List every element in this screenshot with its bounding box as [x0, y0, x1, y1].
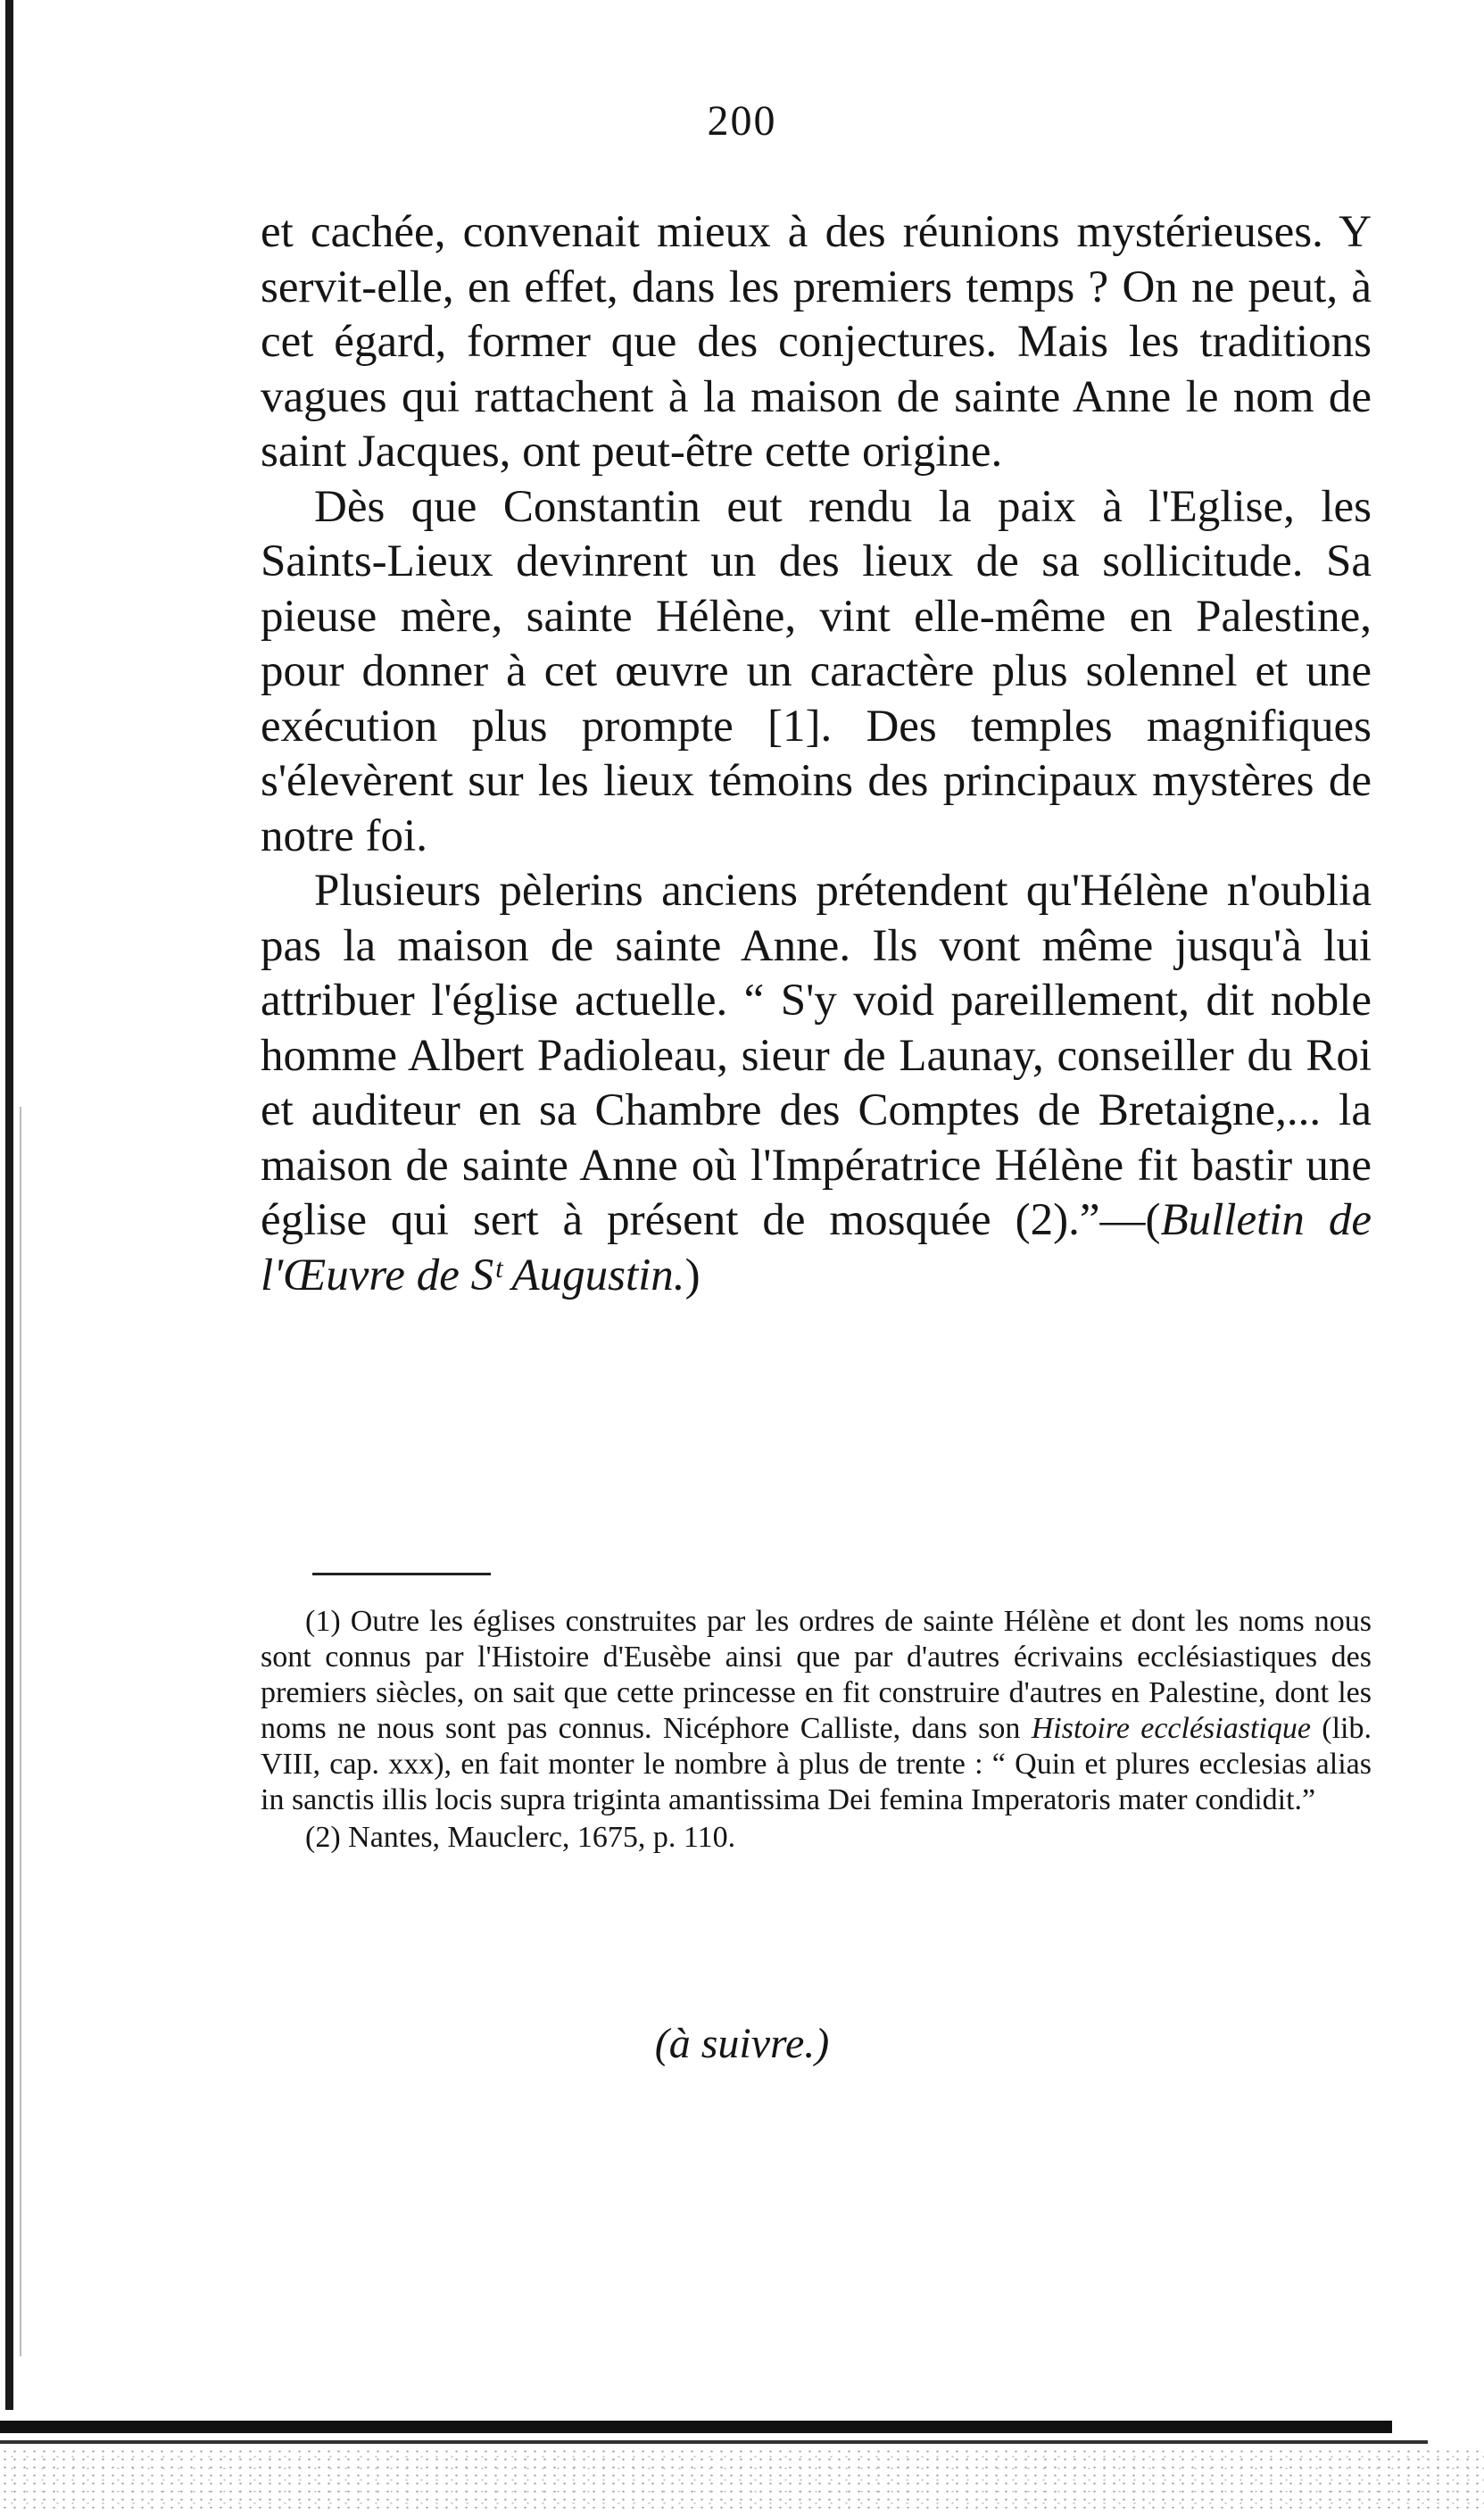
citation-source: Bulletin de l'Œuvre de Sᵗ Augustin. — [261, 1195, 1372, 1300]
scan-edge-bar — [0, 2421, 1392, 2433]
footnote-1-title: Histoire ecclésiastique — [1031, 1712, 1311, 1745]
main-text — [261, 205, 1372, 1303]
footnote-2: (2) Nantes, Mauclerc, 1675, p. 110. — [305, 1821, 736, 1854]
paragraph-3-end: ) — [684, 1250, 701, 1300]
footnotes — [261, 1604, 1372, 1856]
page-number: 200 — [707, 97, 777, 145]
footnote-separator — [312, 1573, 491, 1575]
footnote-1-text-a: (1) Outre les églises construites par les ordres de sainte Hélène et dont les noms nous sont connus par l'Histoire d'Eusèbe ainsi que par d'autres écrivains ecclésiastiques des premiers siècles, on sait que cette princesse en fit construire d'autres en Palestine, dont les noms ne nous sont pas connus. Nicéphore Calliste, dans son — [261, 1605, 1372, 1745]
scan-shadow-line — [20, 1107, 21, 2356]
paragraph-3-text: Plusieurs pèlerins anciens prétendent qu'Hélène n'oublia pas la maison de sainte Anne. Ils vont même jusqu'à lui attribuer l'église actuelle. “ S'y void pareillement, dit noble homme Albert Padioleau, sieur de Launay, conseiller du Roi et auditeur en sa Chambre des Comptes de Bretaigne,... la maison de sainte Anne où l'Impératrice Hélène fit bastir une église qui sert à présent de mosquée (2).”—( — [261, 866, 1372, 1245]
scan-bottom-edge — [0, 2421, 1484, 2509]
footnote-1-text-b: (lib. VIII, cap. xxx), en fait monter le nombre à plus de trente : “ Quin et plures ecclesias alias in sanctis illis locis supra triginta amantissima Dei femina Imperatoris mater condidit.” — [261, 1712, 1372, 1816]
to-be-continued: (à suivre.) — [654, 2020, 830, 2067]
paragraph-2: Dès que Constantin eut rendu la paix à l'Eglise, les Saints-Lieux devinrent un des lieux de sa sollicitude. Sa pieuse mère, sainte Hélène, vint elle-même en Palestine, pour donner à cet œuvre un caractère plus solennel et une exécution plus prompte [1]. Des temples magnifiques s'élevèrent sur les lieux témoins des principaux mystères de notre foi. — [261, 481, 1372, 861]
scan-edge-line — [0, 2440, 1428, 2444]
paragraph-3 — [261, 864, 1372, 1303]
scan-noise — [0, 2447, 1484, 2509]
paragraph-1: et cachée, convenait mieux à des réunions mystérieuses. Y servit-elle, en effet, dans les premiers temps ? On ne peut, à cet égard, former que des conjectures. Mais les traditions vagues qui rattachent à la maison de sainte Anne le nom de saint Jacques, ont peut-être cette origine. — [261, 207, 1372, 477]
footnote-1 — [261, 1604, 1372, 1818]
